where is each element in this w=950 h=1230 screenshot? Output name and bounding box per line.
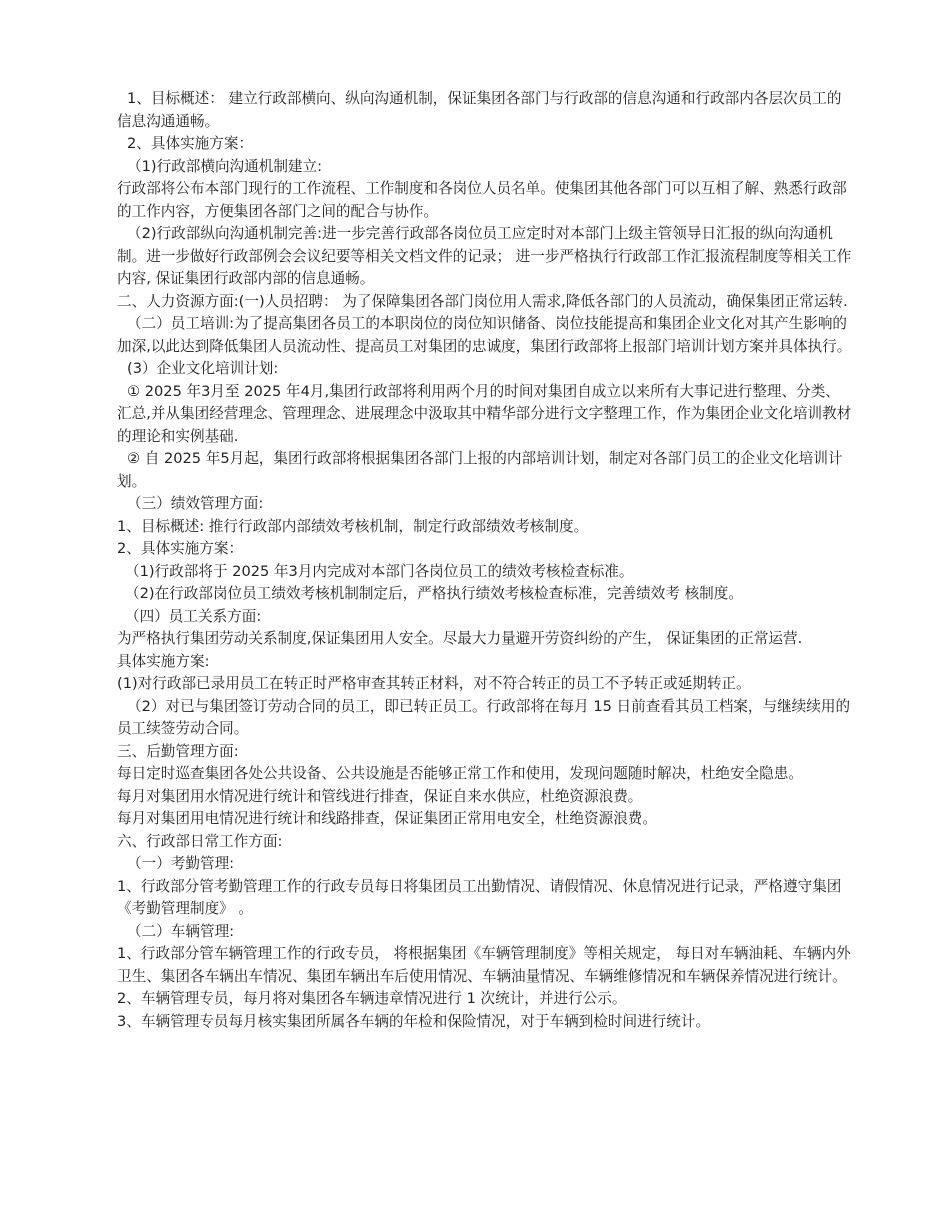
paragraph-hr-training: （二）员工培训:为了提高集团各员工的本职岗位的岗位知识储备、岗位技能提高和集团企业文化对其产生影响的加深,以此达到降低集团人员流动性、提高员工对集团的忠诚度，集团行政部将上报部门培训计划方案并具体执行。 (117, 315, 852, 355)
paragraph-performance-item-2: （2)在行政部岗位员工绩效考核机制制定后，严格执行绩效考核检查标准，完善绩效考 核制度。 (125, 585, 743, 602)
paragraph-daily-heading: 六、行政部日常工作方面: (117, 832, 283, 850)
paragraph-logistics-inspection: 每日定时巡查集团各处公共设备、公共设施是否能够正常工作和使用，发现问题随时解决，杜绝安全隐患。 (117, 765, 803, 782)
paragraph-logistics-water: 每月对集团用水情况进行统计和管线进行排查，保证自来水供应，杜绝资源浪费。 (117, 787, 643, 805)
paragraph-horizontal-body: 行政部将公布本部门现行的工作流程、工作制度和各岗位人员名单。使集团其他各部门可以互相了解、熟悉行政部的工作内容，方便集团各部门之间的配合与协作。 (117, 180, 847, 220)
paragraph-goal-overview: 1、目标概述： 建立行政部横向、纵向沟通机制，保证集团各部门与行政部的信息沟通和行政部内各层次员工的信息沟通通畅。 (117, 90, 842, 130)
paragraph-culture-heading: (3）企业文化培训计划: (127, 360, 279, 377)
paragraph-performance-item-1: （1)行政部将于 2025 年3月内完成对本部门各岗位员工的绩效考核检查标准。 (125, 562, 634, 580)
paragraph-relations-item-1: (1)对行政部已录用员工在转正时严格审查其转正材料，对不符合转正的员工不予转正或延期转正。 (117, 675, 751, 692)
paragraph-performance-goal: 1、目标概述: 推行行政部内部绩效考核机制，制定行政部绩效考核制度。 (117, 517, 589, 535)
paragraph-vehicle-heading: （二）车辆管理: (127, 922, 235, 940)
paragraph-logistics-heading: 三、后勤管理方面: (117, 742, 239, 760)
paragraph-vehicle-item-1: 1、行政部分管车辆管理工作的行政专员， 将根据集团《车辆管理制度》等相关规定， 每日对车辆油耗、车辆内外卫生、集团各车辆出车情况、集团车辆出车后使用情况、车辆油量情况、车辆维修情况和车辆保养情况进行统计。 (117, 945, 851, 985)
paragraph-relations-body: 为严格执行集团劳动关系制度,保证集团用人安全。尽最大力量避开劳资纠纷的产生， 保证集团的正常运营. (117, 630, 803, 647)
paragraph-logistics-power: 每月对集团用电情况进行统计和线路排查，保证集团正常用电安全，杜绝资源浪费。 (117, 810, 657, 827)
paragraph-attendance-body: 1、行政部分管考勤管理工作的行政专员每日将集团员工出勤情况、请假情况、休息情况进行记录，严格遵守集团《考勤管理制度》 。 (117, 877, 842, 917)
paragraph-relations-item-2: （2）对已与集团签订劳动合同的员工，即已转正员工。行政部将在每月 15 日前查看其员工档案，与继续续用的员工续签劳动合同。 (117, 697, 851, 737)
paragraph-vehicle-item-2: 2、车辆管理专员，每月将对集团各车辆违章情况进行 1 次统计，并进行公示。 (117, 990, 627, 1007)
paragraph-culture-item-2: ② 自 2025 年5月起，集团行政部将根据集团各部门上报的内部培训计划，制定对各部门员工的企业文化培训计划。 (117, 450, 843, 490)
paragraph-vertical: （2)行政部纵向沟通机制完善:进一步完善行政部各岗位员工应定时对本部门上级主管领导日汇报的纵向沟通机制。进一步做好行政部例会会议纪要等相关文档文件的记录； 进一步严格执行行政部工作汇报流程制度等相关工作内容, 保证集团行政部内部的信息通畅。 (117, 225, 852, 287)
paragraph-attendance-heading: （一）考勤管理: (127, 855, 235, 872)
paragraph-vehicle-item-3: 3、车辆管理专员每月核实集团所属各车辆的年检和保险情况，对于车辆到检时间进行统计。 (117, 1012, 711, 1030)
paragraph-plan-heading: 2、具体实施方案： (127, 135, 254, 152)
paragraph-relations-plan: 具体实施方案: (117, 652, 210, 670)
paragraph-relations-heading: （四）员工关系方面: (125, 607, 262, 625)
paragraph-performance-plan: 2、具体实施方案： (117, 540, 244, 557)
paragraph-horizontal-heading: （1)行政部横向沟通机制建立: (127, 157, 323, 175)
paragraph-performance-heading: （三）绩效管理方面: (127, 495, 264, 512)
paragraph-culture-item-1: ① 2025 年3月至 2025 年4月,集团行政部将利用两个月的时间对集团自成立以来所有大事记进行整理、分类、汇总,并从集团经营理念、管理理念、进展理念中汲取其中精华部分进行文字整理工作，作为集团企业文化培训教材的理论和实例基础. (117, 382, 852, 445)
paragraph-hr-recruitment: 二、人力资源方面:(一)人员招聘： 为了保障集团各部门岗位用人需求,降低各部门的人员流动，确保集团正常运转. (117, 292, 848, 310)
